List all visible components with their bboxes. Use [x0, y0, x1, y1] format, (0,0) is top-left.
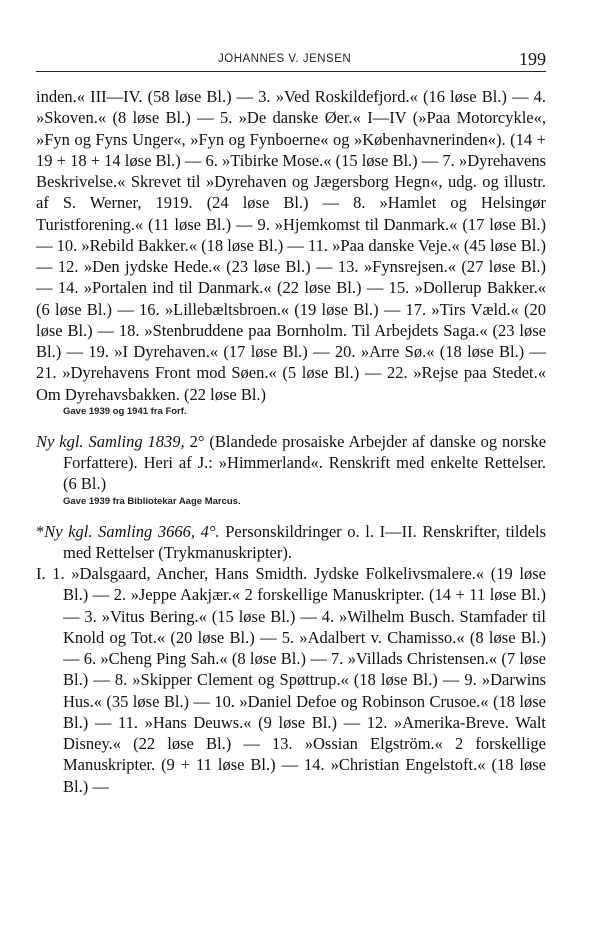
entry-continuation-text: inden.« III—IV. (58 løse Bl.) — 3. »Ved Roskildefjord.« (16 løse Bl.) — 4. »Skoven.« (8 løse Bl.) — 5. »De danske Øer.« I—IV (»Paa Motorcykle«, »Fyn og Fyns Unger«, »Fyn og Fynboerne« og »Københavnerinden«). (14 + 19 + 18 + 14 løse Bl.) — 6. »Tibirke Mose.« (15 løse Bl.) — 7. »Dyrehavens Beskrivelse.« Skrevet til »Dyrehaven og Jægersborg Hegn«, udg. og illustr. af S. Werner, 1919. (24 løse Bl.) — 8. »Hamlet og Helsingør Turistforening.« (11 løse Bl.) — 9. »Hjemkomst til Danmark.« (17 løse Bl.) — 10. »Rebild Bakker.« (18 løse Bl.) — 11. »Paa danske Veje.« (45 løse Bl.) — 12. »Den jydske Hede.« (23 løse Bl.) — 13. »Fynsrejsen.« (27 løse Bl.) — 14. »Portalen ind til Danmark.« (22 løse Bl.) — 15. »Dollerup Bakker.« (6 løse Bl.) — 16. »Lillebæltsbroen.« (19 løse Bl.) — 17. »Tirs Væld.« (20 løse Bl.) — 18. »Stenbruddene paa Bornholm. Til Arbejdets Saga.« (23 løse Bl.) — 19. »I Dyrehaven.« (17 løse Bl.) — 20. »Arre Sø.« (18 løse Bl.) — 21. »Dyrehavens Front mod Søen.« (5 løse Bl.) — 22. »Rejse paa Stedet.« Om Dyrehavsbakken. (22 løse Bl.)	[36, 87, 546, 404]
entry-1839-donor: Gave 1939 fra Bibliotekar Aage Marcus.	[63, 495, 241, 507]
page-body	[36, 86, 546, 797]
header-rule	[36, 71, 546, 72]
entry-ny-kgl-3666	[36, 521, 546, 564]
running-head: JOHANNES V. JENSEN	[218, 53, 352, 65]
entry-1839-text: (Blandede prosaiske Arbejder af danske og norske Forfattere). Heri af J.: »Himmerland«. Renskrift med enkelte Rettelser. (6 Bl.)	[63, 431, 547, 494]
entry-3666-marker: *	[36, 521, 45, 541]
entry-3666-text: Personskildringer o. l. I—II. Renskrifter, tildels med Rettelser (Trykmanuskripter).	[63, 521, 547, 562]
page-number: 199	[519, 49, 546, 69]
entry-continuation-donor: Gave 1939 og 1941 fra Forf.	[63, 405, 187, 417]
entry-3666-part-i: I. 1. »Dalsgaard, Ancher, Hans Smidth. Jydske Folkelivsmalere.« (19 løse Bl.) — 2. »Jeppe Aakjær.« 2 forskellige Manuskripter. (14 + 11 løse Bl.) — 3. »Vitus Bering.« (15 løse Bl.) — 4. »Wilhelm Busch. Stamfader til Knold og Tot.« (20 løse Bl.) — 5. »Adalbert v. Chamisso.« (8 løse Bl.) — 6. »Cheng Ping Sah.« (8 løse Bl.) — 7. »Villads Christensen.« (7 løse Bl.) — 8. »Skipper Clement og Spøttrup.« (18 løse Bl.) — 9. »Darwins Hus.« (35 løse Bl.) — 10. »Daniel Defoe og Robinson Crusoe.« (18 løse Bl.) — 11. »Hans Deuws.« (9 løse Bl.) — 12. »Amerika-Breve. Walt Disney.« (22 løse Bl.) — 13. »Ossian Elgström.« 2 forskellige Manuskripter. (9 + 11 løse Bl.) — 14. »Christian Engelstoft.« (18 løse Bl.) —	[36, 564, 546, 796]
entry-3666-title: Ny kgl. Samling 3666,	[44, 521, 195, 541]
entry-1839-title: Ny kgl. Samling 1839,	[36, 431, 185, 451]
entry-3666-format: 4°.	[200, 521, 220, 541]
page-header	[36, 49, 546, 71]
entry-1839-format: 2°	[189, 431, 205, 451]
entry-ny-kgl-1839	[36, 431, 546, 495]
